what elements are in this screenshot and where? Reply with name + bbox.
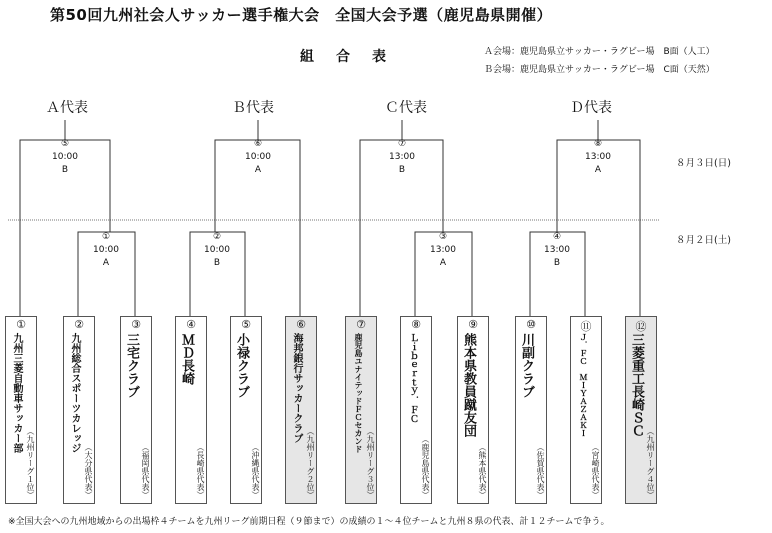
footnote: ※全国大会への九州地域からの出場枠４チームを九州リーグ前期日程（９節まで）の成績の１～４位チームと九州８県の代表、計１２チームで争う。: [8, 517, 610, 527]
match-number: ②: [212, 232, 222, 242]
match-5-label: [50, 138, 80, 177]
team-number: ⑩: [526, 318, 536, 331]
match-number: ⑧: [593, 139, 603, 149]
team-name: 熊本県教員蹴友団: [461, 333, 476, 437]
match-venue: B: [213, 258, 221, 268]
team-name: 鹿児島ユナイテッドＦＣセカンド: [354, 333, 363, 453]
team-name: Ｊ．ＦＣ ＭＩＹＡＺＡＫＩ: [579, 333, 588, 437]
match-7-label: [387, 138, 417, 177]
match-venue: B: [398, 165, 406, 175]
representative-d: Ｄ代表: [570, 100, 612, 116]
team-box-1: [5, 316, 37, 504]
match-time: 13:00: [544, 245, 570, 255]
team-box-10: [515, 316, 547, 504]
date-day2: ８月３日(日): [676, 158, 731, 169]
team-qualification: （福岡県代表）: [141, 443, 150, 499]
team-qualification: （熊本県代表）: [478, 443, 487, 499]
match-time: 10:00: [204, 245, 230, 255]
team-name: 小禄クラブ: [234, 333, 249, 398]
match-6-label: [243, 138, 273, 177]
team-number: ⑨: [468, 318, 478, 331]
match-venue: A: [594, 165, 602, 175]
team-name: Ｌｉｂｅｒｔｙ．ＦＣ: [408, 333, 418, 423]
match-venue: B: [61, 165, 69, 175]
representative-a: Ａ代表: [46, 100, 88, 116]
team-number: ⑪: [580, 320, 592, 333]
match-number: ⑦: [397, 139, 407, 149]
team-name: 川副クラブ: [519, 333, 534, 398]
team-box-4: [175, 316, 207, 504]
match-2-label: [202, 231, 232, 270]
match-number: ①: [101, 232, 111, 242]
team-box-8: [400, 316, 432, 504]
match-time: 10:00: [245, 152, 271, 162]
team-qualification: （宮崎県代表）: [591, 443, 600, 499]
match-time: 10:00: [52, 152, 78, 162]
match-venue: A: [439, 258, 447, 268]
representative-c: Ｃ代表: [385, 100, 427, 116]
team-number: ⑤: [241, 318, 251, 331]
team-name: 三菱重工長崎ＳＣ: [629, 333, 644, 437]
match-time: 13:00: [585, 152, 611, 162]
team-number: ③: [131, 318, 141, 331]
page-subtitle: 組合表: [300, 49, 408, 65]
team-number: ⑫: [635, 320, 647, 333]
match-4-label: [542, 231, 572, 270]
team-qualification: （佐賀県代表）: [536, 443, 545, 499]
team-name: ＭＤ長崎: [179, 333, 194, 385]
team-number: ①: [16, 318, 26, 331]
match-number: ③: [438, 232, 448, 242]
team-name: 三宅クラブ: [124, 333, 139, 398]
team-qualification: （九州リーグ４位）: [646, 427, 655, 499]
match-time: 10:00: [93, 245, 119, 255]
match-time: 13:00: [430, 245, 456, 255]
team-number: ⑦: [356, 318, 366, 331]
team-qualification: （沖縄県代表）: [251, 443, 260, 499]
team-box-5: [230, 316, 262, 504]
team-number: ②: [74, 318, 84, 331]
team-number: ④: [186, 318, 196, 331]
team-box-7: [345, 316, 377, 504]
match-number: ⑤: [60, 139, 70, 149]
team-name: 海邦銀行サッカークラブ: [291, 333, 302, 443]
team-qualification: （鹿児島県代表）: [421, 435, 430, 499]
date-day1: ８月２日(土): [676, 235, 731, 246]
team-box-12: [625, 316, 657, 504]
team-number: ⑥: [296, 318, 306, 331]
team-name: 九州三菱自動車サッカー部: [11, 333, 22, 453]
venue-b-info: Ｂ会場：鹿児島県立サッカー・ラグビー場 C面（天然）: [484, 65, 715, 75]
team-qualification: （九州リーグ３位）: [366, 427, 375, 499]
team-qualification: （九州リーグ２位）: [306, 427, 315, 499]
venue-a-info: Ａ会場：鹿児島県立サッカー・ラグビー場 B面（人工）: [484, 47, 715, 57]
match-1-label: [91, 231, 121, 270]
page-title: 第50回九州社会人サッカー選手権大会 全国大会予選（鹿児島県開催）: [50, 6, 553, 24]
team-box-2: [63, 316, 95, 504]
team-box-11: [570, 316, 602, 504]
team-qualification: （大分県代表）: [84, 443, 93, 499]
team-name: 九州総合スポーツカレッジ: [69, 333, 80, 453]
match-number: ⑥: [253, 139, 263, 149]
match-venue: A: [102, 258, 110, 268]
match-3-label: [428, 231, 458, 270]
match-venue: A: [254, 165, 262, 175]
match-venue: B: [553, 258, 561, 268]
team-box-3: [120, 316, 152, 504]
team-qualification: （九州リーグ１位）: [26, 427, 35, 499]
match-8-label: [583, 138, 613, 177]
team-box-9: [457, 316, 489, 504]
representative-b: Ｂ代表: [232, 100, 274, 116]
team-qualification: （長崎県代表）: [196, 443, 205, 499]
team-number: ⑧: [411, 318, 421, 331]
match-time: 13:00: [389, 152, 415, 162]
match-number: ④: [552, 232, 562, 242]
team-box-6: [285, 316, 317, 504]
